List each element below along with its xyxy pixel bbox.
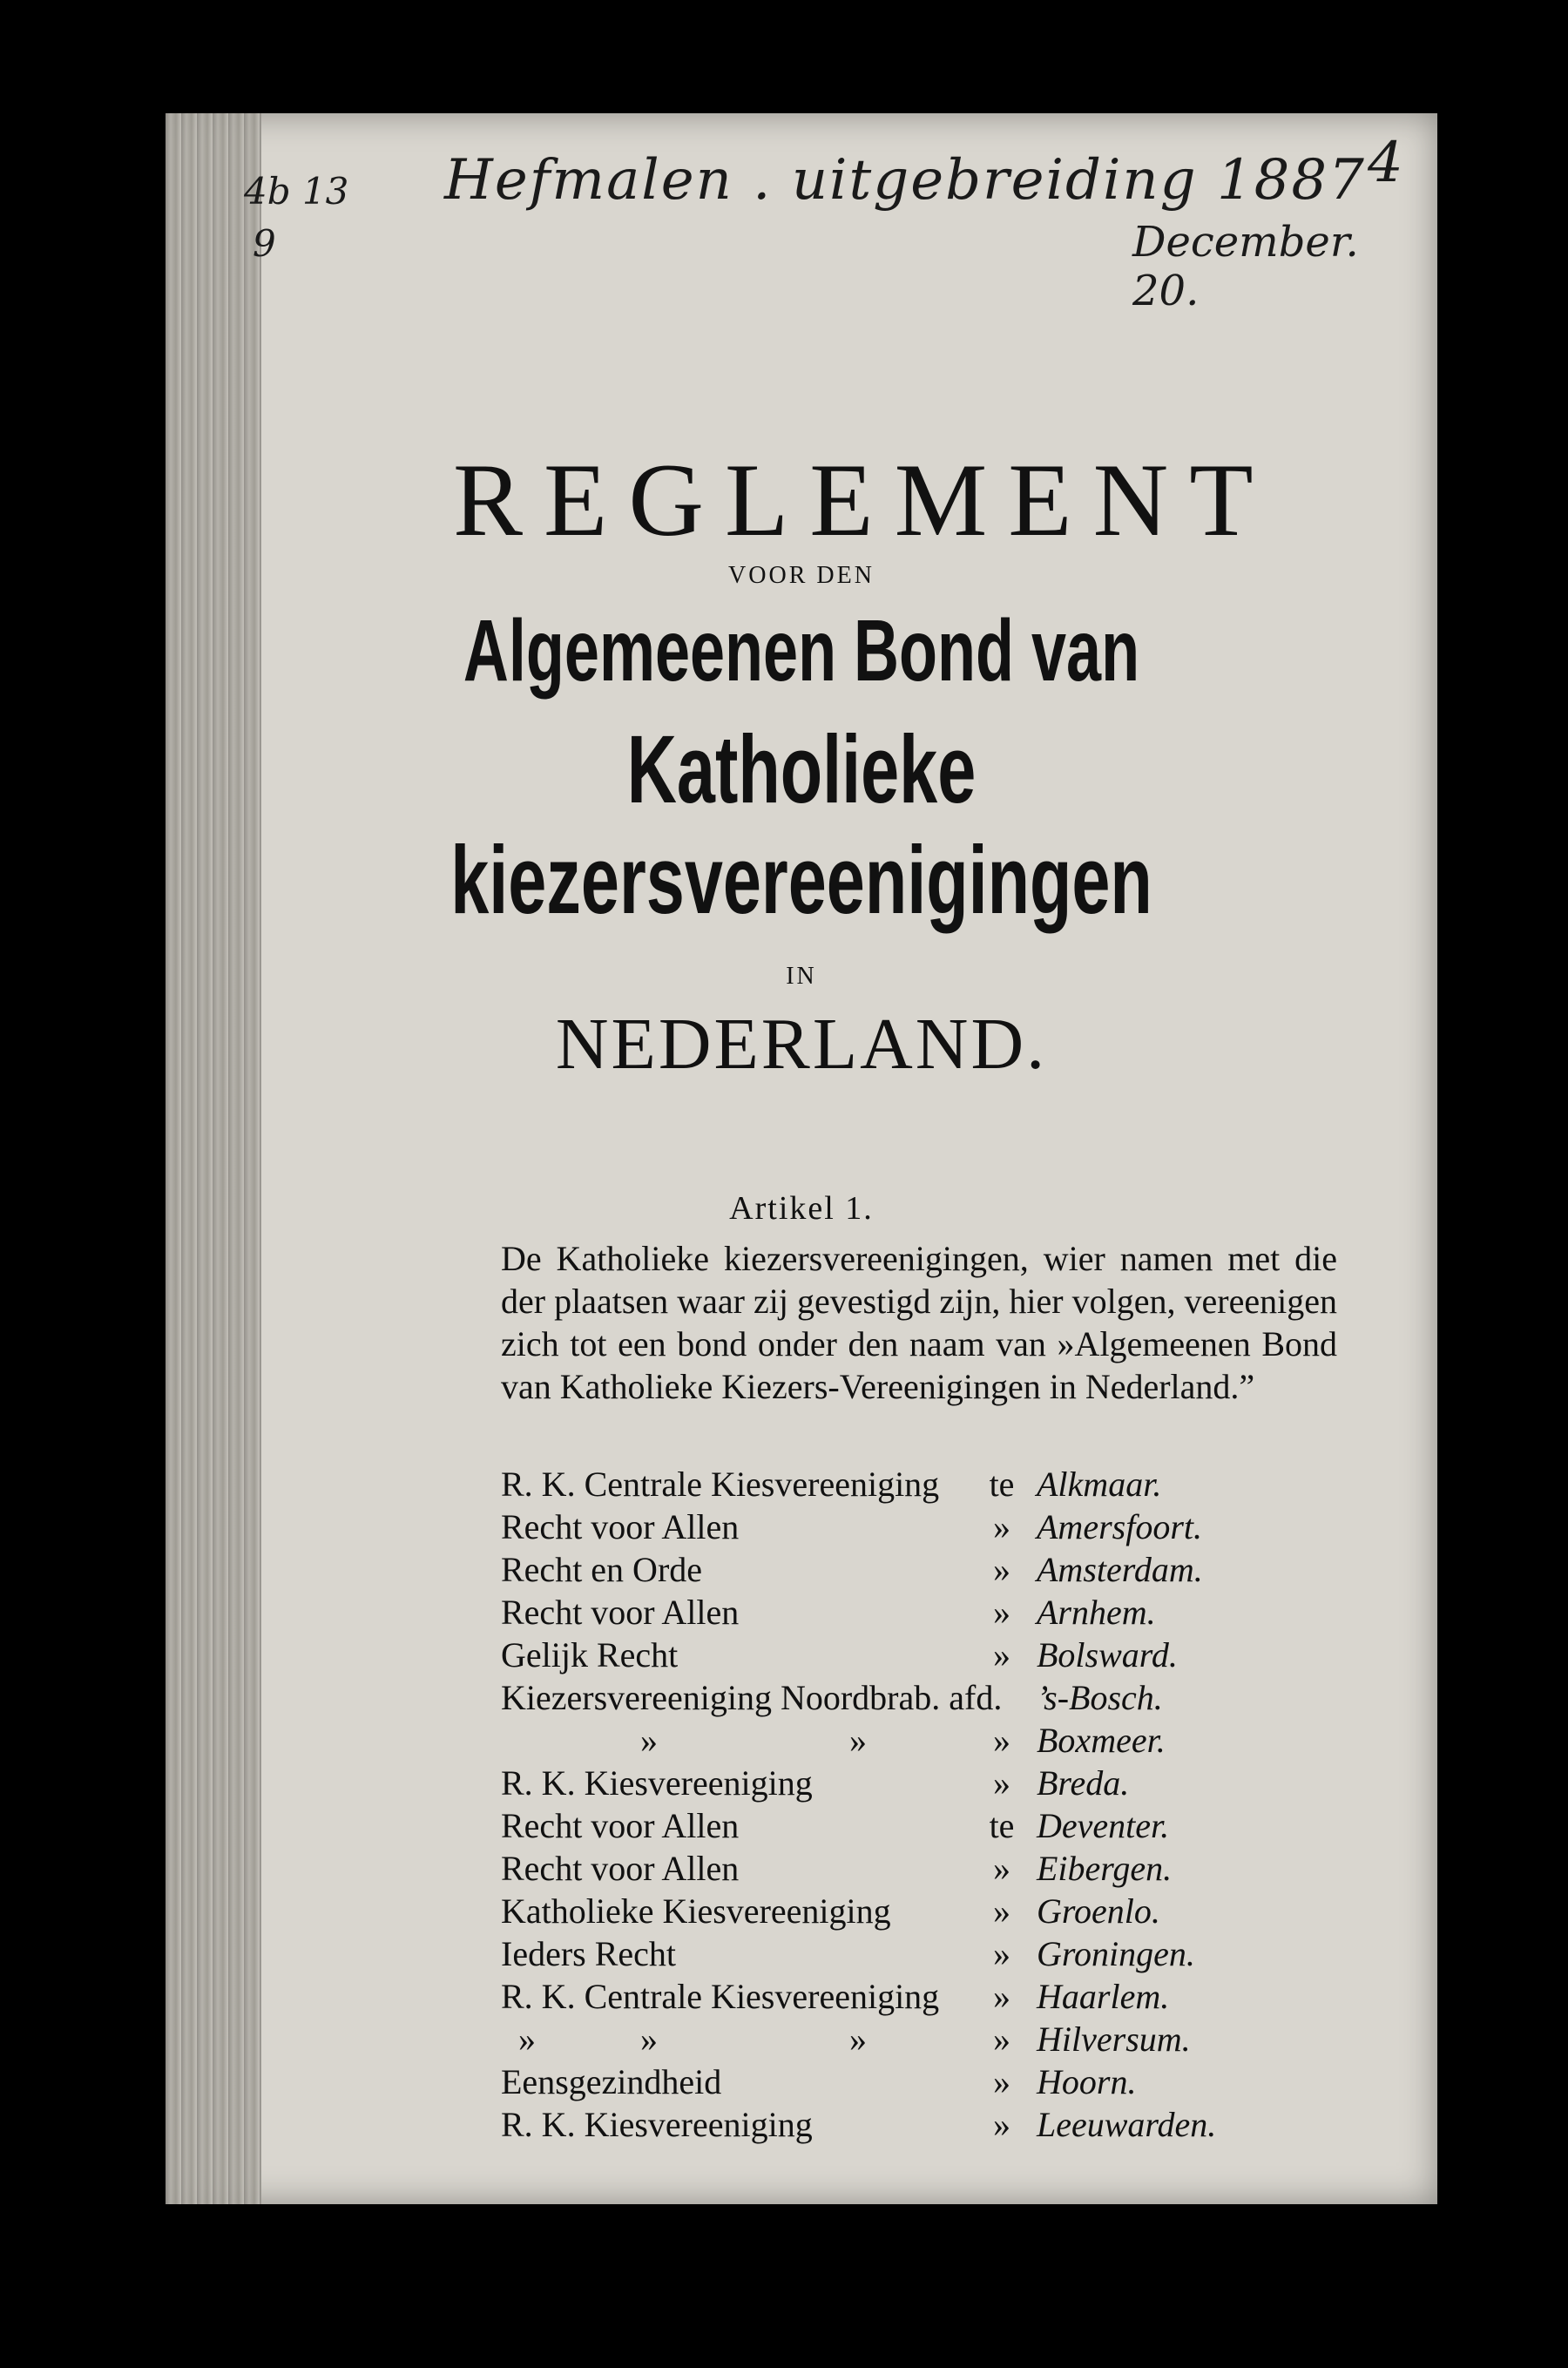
list-item (501, 1464, 1337, 1506)
association-place: Arnhem. (1037, 1593, 1156, 1632)
subtitle-voor-den: VOOR DEN (728, 562, 875, 589)
separator-mark: » (993, 1507, 1010, 1546)
list-item (501, 1848, 1337, 1891)
association-place: Deventer. (1037, 1806, 1170, 1845)
document-title: REGLEMENT (453, 442, 1274, 558)
binding-edge (166, 113, 261, 2204)
separator-mark: » (993, 1635, 1010, 1675)
association-name: Recht voor Allen (501, 1507, 740, 1546)
association-place: Leeuwarden. (1037, 2105, 1217, 2144)
handwritten-side-note: 4b 13 (244, 170, 349, 213)
association-list (501, 1464, 1337, 2147)
list-item (501, 1634, 1337, 1677)
list-item (501, 1506, 1337, 1549)
handwritten-note-top: Hefmalen . uitgebreiding 1887 (444, 148, 1366, 213)
handwritten-date: December. 20. (1132, 218, 1359, 315)
association-place: ’s-Bosch. (1037, 1678, 1163, 1717)
separator-mark: » (993, 1849, 1010, 1888)
list-item (501, 1933, 1337, 1976)
list-item (501, 1720, 1337, 1762)
ditto-mark: » (518, 2020, 536, 2059)
association-name: R. K. Centrale Kiesvereeniging (501, 1465, 940, 1504)
association-place: Alkmaar. (1037, 1465, 1162, 1504)
association-name: Ieders Recht (501, 1934, 677, 1973)
association-place: Groenlo. (1037, 1891, 1160, 1931)
association-place: Breda. (1037, 1763, 1130, 1803)
association-name: Recht voor Allen (501, 1593, 740, 1632)
separator-mark: » (993, 2020, 1010, 2059)
list-item (501, 2104, 1337, 2147)
association-name: Gelijk Recht (501, 1635, 679, 1675)
list-item (501, 2019, 1337, 2061)
handwritten-page-number: 4 (1368, 131, 1403, 195)
association-name: Recht voor Allen (501, 1806, 740, 1845)
association-name: R. K. Kiesvereeniging (501, 1763, 813, 1803)
article-paragraph: De Katholieke kiezersvereenigingen, wier namen met die der plaatsen waar zij gevestigd zijn, hier volgen, vereenigen zich tot een bond onder den naam van »Algemeenen Bond van Katholieke Kiezers-Vereenigingen in Nederland.” (501, 1239, 1337, 1406)
list-item (501, 1762, 1337, 1805)
list-item (501, 1677, 1337, 1720)
list-item (501, 1805, 1337, 1848)
ditto-mark: » (640, 1721, 658, 1760)
association-name: R. K. Kiesvereeniging (501, 2105, 813, 2144)
separator-mark: » (993, 2105, 1010, 2144)
separator-mark: » (993, 2062, 1010, 2101)
subtitle-in: IN (786, 963, 817, 990)
separator-mark: » (993, 1721, 1010, 1760)
association-name: Recht voor Allen (501, 1849, 740, 1888)
association-place: Hoorn. (1037, 2062, 1137, 2101)
ditto-mark: » (849, 1721, 867, 1760)
separator-mark: te (989, 1465, 1015, 1504)
list-item (501, 2061, 1337, 2104)
association-place: Amersfoort. (1037, 1507, 1202, 1546)
association-place: Amsterdam. (1037, 1550, 1203, 1589)
association-place: Hilversum. (1037, 2020, 1191, 2059)
separator-mark: » (993, 1891, 1010, 1931)
association-place: Bolsward. (1037, 1635, 1178, 1675)
list-item (501, 1976, 1337, 2019)
heading-katholieke-kiezersvereenigingen: Katholieke kiezersvereenigingen (450, 716, 1152, 934)
association-place: Haarlem. (1037, 1977, 1170, 2016)
association-name: Recht en Orde (501, 1550, 703, 1589)
separator-mark: » (993, 1593, 1010, 1632)
handwritten-side-note-2: 9 (253, 222, 276, 265)
separator-mark: » (993, 1934, 1010, 1973)
heading-algemeenen-bond: Algemeenen Bond van (463, 602, 1140, 700)
association-place: Boxmeer. (1037, 1721, 1166, 1760)
association-place: Eibergen. (1037, 1849, 1173, 1888)
ditto-mark: » (849, 2020, 867, 2059)
separator-mark: » (993, 1550, 1010, 1589)
separator-mark: » (993, 1763, 1010, 1803)
separator-mark: te (989, 1806, 1015, 1845)
ditto-mark: » (640, 2020, 658, 2059)
association-name: Eensgezindheid (501, 2062, 722, 2101)
list-item (501, 1592, 1337, 1634)
list-item (501, 1549, 1337, 1592)
separator-mark: » (993, 1977, 1010, 2016)
heading-nederland: NEDERLAND. (555, 1004, 1048, 1085)
document-page (166, 113, 1437, 2204)
association-name: R. K. Centrale Kiesvereeniging (501, 1977, 940, 2016)
association-name: Katholieke Kiesvereeniging (501, 1891, 891, 1931)
association-name: Kiezersvereeniging Noordbrab. afd. (501, 1678, 1003, 1717)
association-place: Groningen. (1037, 1934, 1195, 1973)
article-heading: Artikel 1. (729, 1190, 874, 1227)
list-item (501, 1891, 1337, 1933)
